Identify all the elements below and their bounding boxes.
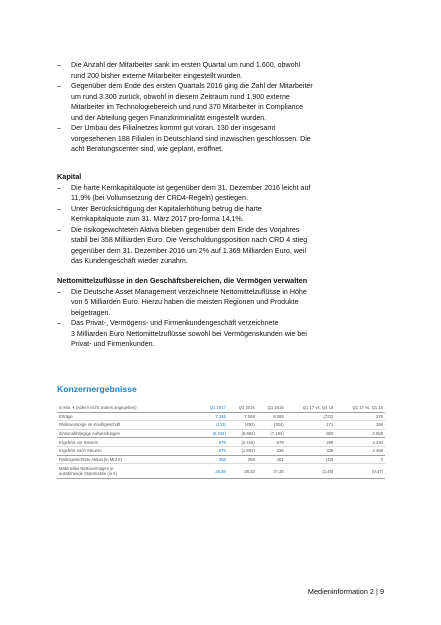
bullet-line: – Die Anzahl der Mitarbeiter sank im ersten Quartal um rund 1.600, obwohl bbox=[71, 61, 301, 69]
kapital-section bbox=[57, 172, 377, 267]
bullet-line: Mitarbeiter im Technologiebereich und rund 370 Mitarbeiter in Compliance bbox=[71, 103, 304, 111]
row-label: Risikovorsorge im Kreditgeschäft bbox=[57, 421, 199, 430]
bullet-line: – Die Deutsche Asset Management verzeichnete Nettomittelzuflüsse in Höhe bbox=[71, 287, 307, 296]
table-cell: 579 bbox=[257, 438, 286, 447]
bullet-line: acht Beratungscenter sind, wie geplant, eröffnet. bbox=[71, 145, 224, 153]
bullet-line: – Der Umbau des Filialnetzes kommt gut voran. 130 der insgesamt bbox=[71, 124, 276, 132]
paragraph-line: Privat- und Firmenkunden. bbox=[71, 340, 155, 348]
bullet-item bbox=[57, 60, 377, 81]
table-cell: 299 bbox=[286, 438, 336, 447]
header-label: in Mio. € (sofern nicht anders angegeben) bbox=[57, 404, 199, 412]
column-header: Q1 17 vs. Q1 16 bbox=[335, 404, 385, 412]
bullet-line: – Gegenüber dem Ende des ersten Quartals 2016 ging die Zahl der Mitarbeiter bbox=[71, 82, 313, 90]
table-cell: 359 bbox=[335, 421, 385, 430]
table-cell: 7.068 bbox=[228, 412, 257, 421]
table-cell: 2.466 bbox=[335, 446, 385, 455]
table-cell: 401 bbox=[257, 455, 286, 464]
table-cell: 36,88 bbox=[199, 464, 228, 479]
table-row bbox=[57, 421, 385, 430]
bullet-line: – Unter Berücksichtigung der Kapitalerhöhung betrug die harte bbox=[71, 204, 262, 213]
table-cell: 358 bbox=[228, 455, 257, 464]
section-heading: Nettomittelzuflüsse in den Geschäftsbereichen, die Vermögen verwalten bbox=[57, 276, 308, 285]
table-cell: (6.334) bbox=[199, 429, 228, 438]
column-header: Q1 2016 bbox=[257, 404, 286, 412]
table-row bbox=[57, 464, 385, 479]
table-cell: 338 bbox=[286, 446, 336, 455]
table-cell: (304) bbox=[257, 421, 286, 430]
table-cell: 38,33 bbox=[228, 464, 257, 479]
table-cell: 8.068 bbox=[257, 412, 286, 421]
table-cell: 575 bbox=[199, 446, 228, 455]
bullet-item bbox=[57, 123, 377, 155]
paragraph-line: 3 Milliarden Euro Nettomittelzuflüsse sowohl bei Vermögenskunden wie bei bbox=[71, 329, 307, 338]
column-header: Q1 17 vs. Q4 16 bbox=[286, 404, 336, 412]
column-header: Q4 2016 bbox=[228, 404, 257, 412]
row-label: Zinsunabhängige Aufwendungen bbox=[57, 429, 199, 438]
intro-section bbox=[57, 60, 377, 155]
bullet-line: vorgesehenen 188 Filialen in Deutschland sind inzwischen geschlossen. Die bbox=[71, 134, 311, 143]
bullet-item bbox=[57, 204, 377, 225]
table-cell: 37,38 bbox=[257, 464, 286, 479]
bullet-line: beigetragen. bbox=[71, 308, 111, 317]
bullet-line: – Die risikogewichteten Aktiva blieben gegenüber dem Ende des Vorjahres bbox=[71, 225, 300, 234]
row-label bbox=[57, 464, 199, 479]
table-cell: 358 bbox=[199, 455, 228, 464]
row-label: Erträge bbox=[57, 412, 199, 421]
table-cell: 278 bbox=[335, 412, 385, 421]
bullet-item bbox=[57, 183, 377, 204]
table-cell: (1.891) bbox=[228, 446, 257, 455]
table-cell: 2.658 bbox=[335, 429, 385, 438]
column-header: Q1 2017 bbox=[199, 404, 228, 412]
bullet-item bbox=[57, 318, 377, 329]
table-cell: (0,47) bbox=[335, 464, 385, 479]
bullet-line: gegenüber dem 31. Dezember 2016 um 2% auf 1.369 Milliarden Euro, weil bbox=[71, 246, 307, 255]
netto-bullet-list bbox=[57, 287, 377, 329]
bullet-line: rund 200 bisher externe Mitarbeiter eingestellt wurden. bbox=[71, 71, 243, 80]
bullet-line: um rund 3.300 zurück, obwohl in diesem Zeitraum rund 1.900 externe bbox=[71, 92, 290, 101]
bullet-line: stabil bei 358 Milliarden Euro. Die Verschuldungsposition nach CRD 4 stieg bbox=[71, 236, 308, 244]
konzern-table bbox=[57, 404, 385, 479]
table-row bbox=[57, 412, 385, 421]
bullet-item bbox=[57, 287, 377, 319]
row-label: Ergebnis vor Steuern bbox=[57, 438, 199, 447]
table-row bbox=[57, 446, 385, 455]
bullet-line: – Die harte Kernkapitalquote ist gegenüber dem 31. Dezember 2016 leicht auf bbox=[71, 183, 311, 192]
table-row bbox=[57, 429, 385, 438]
bullet-line: von 5 Milliarden Euro. Hierzu haben die meisten Regionen und Produkte bbox=[71, 298, 299, 306]
table-cell: (133) bbox=[199, 421, 228, 430]
table-cell: 878 bbox=[199, 438, 228, 447]
row-label: Risikogewichtete Aktiva (in Mrd €) bbox=[57, 455, 199, 464]
table-header-row bbox=[57, 404, 385, 412]
table-cell: 7.346 bbox=[199, 412, 228, 421]
bullet-line: – Das Privat-, Vermögens- und Firmenkundengeschäft verzeichnete bbox=[71, 319, 279, 327]
table-cell: (1,45) bbox=[286, 464, 336, 479]
row-label: Ergebnis nach Steuern bbox=[57, 446, 199, 455]
table-cell: 171 bbox=[286, 421, 336, 430]
bullet-item bbox=[57, 81, 377, 123]
table-cell: (7.184) bbox=[257, 429, 286, 438]
bullet-line: Kernkapitalquote zum 31. März 2017 pro-forma 14,1%. bbox=[71, 215, 244, 223]
netto-section bbox=[57, 276, 377, 350]
intro-bullet-list bbox=[57, 60, 377, 155]
bullet-line: 11,9% (bei Vollumsetzung der CRD4-Regeln) gestiegen. bbox=[71, 194, 248, 202]
row-label-line: ausstehende Stammaktie (in €) bbox=[59, 471, 117, 477]
table-cell: (722) bbox=[286, 412, 336, 421]
section-heading: Kapital bbox=[57, 172, 82, 181]
bullet-line: das Kundengeschäft wieder zunahm. bbox=[71, 257, 188, 265]
table-cell: 3.294 bbox=[335, 438, 385, 447]
page-footer: Medieninformation 2 | 9 bbox=[307, 587, 384, 596]
table-cell: 236 bbox=[257, 446, 286, 455]
row-label-line: Materielles Nettovermögen je bbox=[59, 466, 114, 472]
table-row bbox=[57, 438, 385, 447]
bullet-item bbox=[57, 225, 377, 267]
table-cell: (2.416) bbox=[228, 438, 257, 447]
kapital-bullet-list bbox=[57, 183, 377, 267]
table-cell: 850 bbox=[286, 429, 336, 438]
table-cell: (6.992) bbox=[228, 429, 257, 438]
table-cell: (492) bbox=[228, 421, 257, 430]
table-cell: 0 bbox=[335, 455, 385, 464]
table-cell: (43) bbox=[286, 455, 336, 464]
bullet-line: und der Abteilung gegen Finanzkriminalität eingestellt wurden. bbox=[71, 113, 267, 122]
table-row bbox=[57, 455, 385, 464]
konzern-heading: Konzernergebnisse bbox=[57, 384, 137, 394]
